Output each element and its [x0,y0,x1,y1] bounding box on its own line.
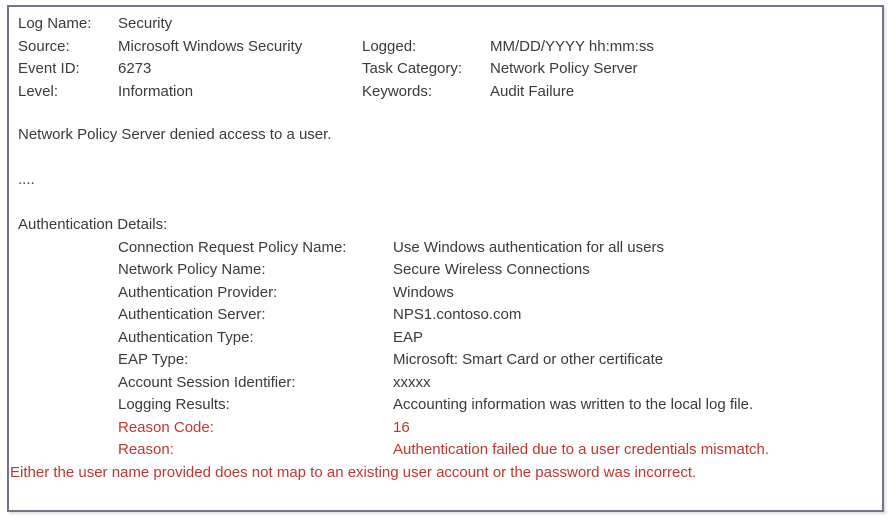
detail-value: EAP [393,328,424,346]
detail-label: Authentication Provider: [118,283,278,301]
detail-value: Windows [393,283,454,301]
detail-row-logging-results [118,394,872,417]
field-value-keywords: Audit Failure [490,82,575,100]
field-value-empty [490,13,872,36]
reason-explanation-note: Either the user name provided does not map to an existing user account or the password was incorrect. [10,463,697,481]
event-header-row [18,36,872,59]
detail-value: Secure Wireless Connections [393,261,590,278]
detail-value: Microsoft: Smart Card or other certificate [393,351,664,368]
detail-label: EAP Type: [118,351,189,368]
event-description: Network Policy Server denied access to a user. [18,126,332,143]
field-label-logged: Logged: [362,37,417,55]
detail-row-reason [118,439,872,462]
field-value-log-name: Security [118,15,173,32]
detail-label: Authentication Type: [118,328,254,346]
field-value-task-category: Network Policy Server [490,60,638,77]
detail-label: Account Session Identifier: [118,373,296,391]
detail-value: 16 [393,418,410,436]
detail-value: NPS1.contoso.com [393,306,522,323]
detail-row-authentication-server [118,304,872,327]
field-label-level: Level: [18,82,59,100]
field-value-source: Microsoft Windows Security [118,37,303,55]
field-label-log-name: Log Name: [18,15,92,32]
detail-label: Authentication Server: [118,306,266,323]
field-value-logged: MM/DD/YYYY hh:mm:ss [490,37,654,55]
detail-row-account-session-identifier [118,372,872,395]
detail-row-authentication-provider [118,282,872,305]
field-value-level: Information [118,82,194,100]
detail-label: Network Policy Name: [118,261,266,278]
detail-row-connection-request-policy [118,237,872,260]
field-label-event-id: Event ID: [18,60,80,77]
detail-value: xxxxx [393,373,431,391]
truncation-ellipsis: .... [18,171,35,188]
field-label-task-category: Task Category: [362,60,463,77]
detail-row-eap-type [118,349,872,372]
detail-row-network-policy-name [118,259,872,282]
detail-value: Use Windows authentication for all users [393,238,664,256]
field-label-keywords: Keywords: [362,82,433,100]
event-detail-panel [7,5,884,512]
detail-value: Accounting information was written to the local log file. [393,396,754,413]
detail-label: Reason Code: [118,418,214,436]
detail-label: Logging Results: [118,396,230,413]
event-header-row [18,13,872,36]
detail-row-reason-code [118,417,872,440]
event-header-row [18,81,872,104]
detail-label: Reason: [118,441,174,458]
authentication-details-heading: Authentication Details: [18,216,168,233]
detail-value: Authentication failed due to a user credentials mismatch. [393,441,770,458]
event-header-row [18,58,872,81]
detail-row-authentication-type [118,327,872,350]
field-value-event-id: 6273 [118,60,152,77]
field-label-source: Source: [18,37,70,55]
field-label-empty [362,13,490,36]
detail-label: Connection Request Policy Name: [118,238,347,256]
